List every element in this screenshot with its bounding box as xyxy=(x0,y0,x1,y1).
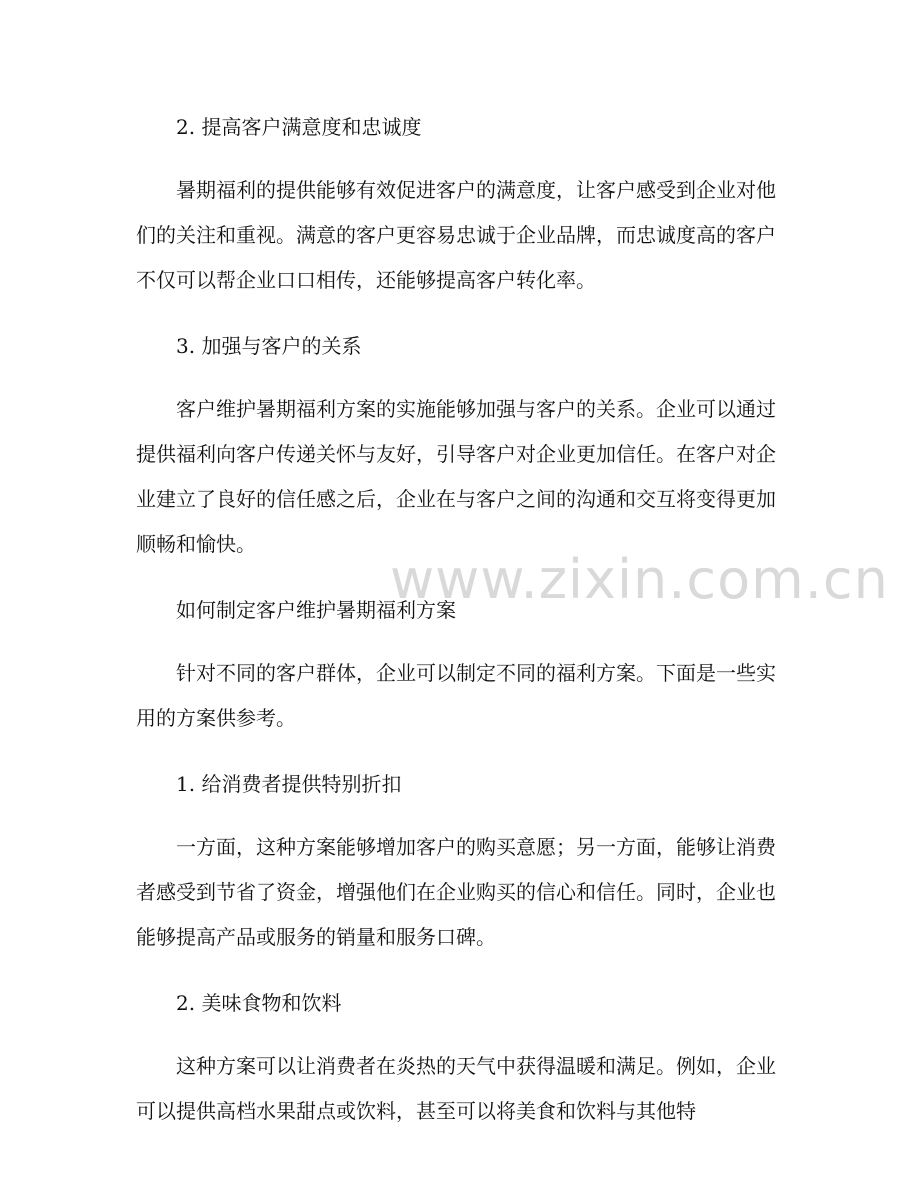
watermark: www.zixin.com.cn xyxy=(390,548,889,611)
paragraph-satisfaction: 暑期福利的提供能够有效促进客户的满意度，让客户感受到企业对他们的关注和重视。满意的客户更容易忠诚于企业品牌，而忠诚度高的客户不仅可以帮企业口口相传，还能够提高客户转化率。 xyxy=(136,178,776,292)
section-heading-food-drinks: 2. 美味食物和饮料 xyxy=(176,991,342,1015)
paragraph-relationship: 客户维护暑期福利方案的实施能够加强与客户的关系。企业可以通过提供福利向客户传递关怀与友好，引导客户对企业更加信任。在客户对企业建立了良好的信任感之后，企业在与客户之间的沟通和交互将变得更加顺畅和愉快。 xyxy=(136,397,776,556)
section-heading-how-to: 如何制定客户维护暑期福利方案 xyxy=(176,598,456,622)
paragraph-food-drinks: 这种方案可以让消费者在炎热的天气中获得温暖和满足。例如，企业可以提供高档水果甜点或饮料，甚至可以将美食和饮料与其他特 xyxy=(136,1054,776,1123)
paragraph-how-to: 针对不同的客户群体，企业可以制定不同的福利方案。下面是一些实用的方案供参考。 xyxy=(136,661,776,730)
section-heading-relationship: 3. 加强与客户的关系 xyxy=(176,334,362,358)
paragraph-discount: 一方面，这种方案能够增加客户的购买意愿；另一方面，能够让消费者感受到节省了资金，增强他们在企业购买的信心和信任。同时，企业也能够提高产品或服务的销量和服务口碑。 xyxy=(136,835,776,949)
section-heading-satisfaction: 2. 提高客户满意度和忠诚度 xyxy=(176,115,422,139)
section-heading-discount: 1. 给消费者提供特别折扣 xyxy=(176,772,402,796)
document-body xyxy=(136,106,776,1134)
